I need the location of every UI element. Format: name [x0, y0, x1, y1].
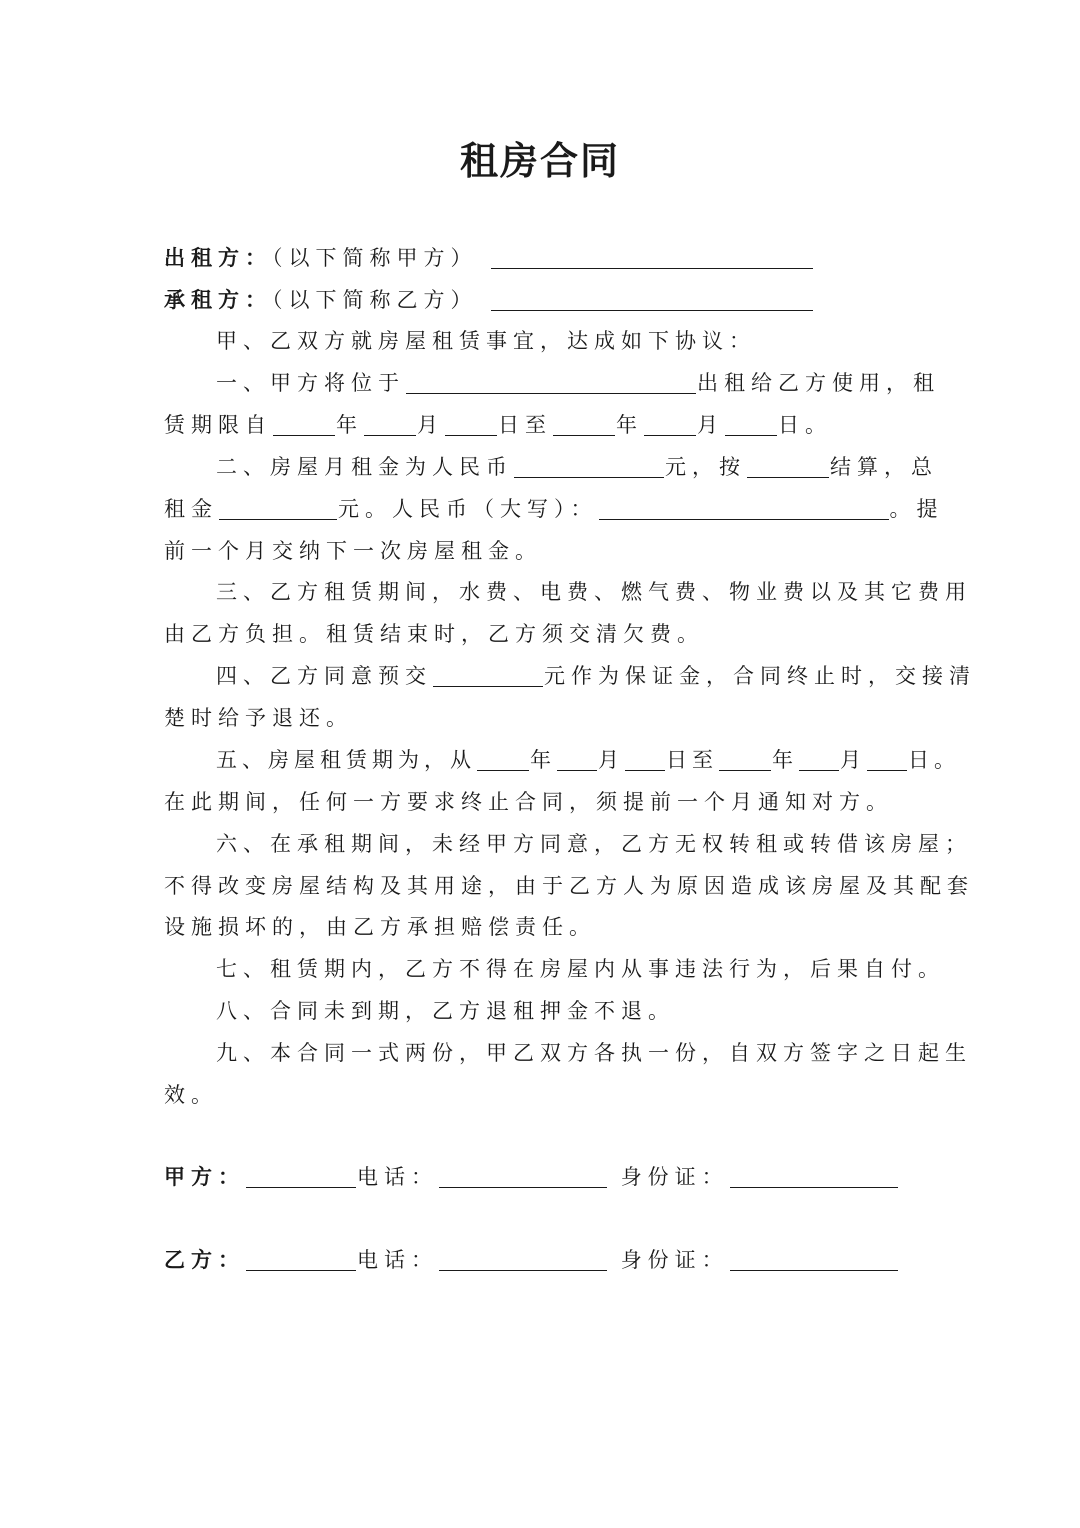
party-b-label: 乙方：: [164, 1247, 245, 1272]
day-to-label: 日至: [666, 748, 718, 772]
clause-4-line-2: 楚时给予退还。: [164, 706, 353, 730]
party-a-id-field[interactable]: [730, 1165, 898, 1188]
clause-6-line-2: 不得改变房屋结构及其用途，由于乙方人为原因造成该房屋及其配套: [164, 874, 974, 898]
clause-1-line-1: [216, 368, 940, 398]
end-year-field[interactable]: [553, 413, 615, 436]
clause-1-text-b: 出租给乙方使用，租: [697, 371, 940, 395]
clause-8: 八、合同未到期，乙方退租押金不退。: [216, 999, 675, 1023]
lessee-label: 承租方：: [164, 287, 272, 312]
month-label: 月: [598, 748, 624, 772]
clause-4-text-b: 元作为保证金，合同终止时，交接清: [544, 664, 976, 688]
property-address-field[interactable]: [406, 371, 696, 394]
day-to-label: 日至: [498, 413, 552, 437]
id-card-label: 身份证：: [620, 1165, 729, 1189]
term-end-year-field[interactable]: [719, 748, 771, 771]
lessee-name-field[interactable]: [491, 288, 813, 311]
lessor-label: 出租方：: [164, 245, 272, 270]
clause-6-line-1: 六、在承租期间，未经甲方同意，乙方无权转租或转借该房屋；: [216, 832, 972, 856]
term-start-year-field[interactable]: [477, 748, 529, 771]
clause-9-line-1: 九、本合同一式两份，甲乙双方各执一份，自双方签字之日起生: [216, 1041, 972, 1065]
clause-9-line-2: 效。: [164, 1083, 218, 1107]
clause-5-line-2: 在此期间，任何一方要求终止合同，须提前一个月通知对方。: [164, 790, 893, 814]
clause-2-line-3: 前一个月交纳下一次房屋租金。: [164, 539, 542, 563]
lessor-name-field[interactable]: [491, 246, 813, 269]
party-a-signature-line: [164, 1162, 916, 1192]
clause-3-line-1: 三、乙方租赁期间，水费、电费、燃气费、物业费以及其它费用: [216, 580, 972, 604]
clause-2-text-f: 。提: [889, 497, 944, 521]
end-month-field[interactable]: [644, 413, 696, 436]
lessee-line: [164, 285, 916, 315]
lessor-note: （以下简称甲方）: [272, 246, 478, 270]
year-label: 年: [336, 413, 363, 437]
lessee-note: （以下简称乙方）: [272, 288, 478, 312]
year-label: 年: [616, 413, 643, 437]
party-a-sign-field[interactable]: [246, 1165, 356, 1188]
clause-4-text-a: 四、乙方同意预交: [216, 664, 432, 688]
end-day-field[interactable]: [725, 413, 777, 436]
phone-label: 电话：: [357, 1248, 438, 1272]
start-month-field[interactable]: [364, 413, 416, 436]
month-label: 月: [697, 413, 724, 437]
lessor-line: [164, 243, 916, 273]
term-end-month-field[interactable]: [799, 748, 839, 771]
year-label: 年: [530, 748, 556, 772]
clause-3-line-2: 由乙方负担。租赁结束时，乙方须交清欠费。: [164, 622, 704, 646]
deposit-field[interactable]: [433, 664, 543, 687]
clause-6-line-3: 设施损坏的，由乙方承担赔偿责任。: [164, 915, 596, 939]
payment-cycle-field[interactable]: [747, 455, 829, 478]
party-b-id-field[interactable]: [730, 1248, 898, 1271]
party-a-phone-field[interactable]: [439, 1165, 607, 1188]
clause-2-text-b: 元，按: [665, 455, 746, 479]
total-rent-words-field[interactable]: [599, 497, 889, 520]
clause-5-line-1: [216, 745, 960, 775]
intro-text: 甲、乙双方就房屋租赁事宜，达成如下协议：: [216, 329, 756, 353]
total-rent-field[interactable]: [219, 497, 337, 520]
clause-2-line-1: [216, 452, 938, 482]
day-label: 日。: [908, 748, 960, 772]
clause-5-text-a: 五、房屋租赁期为，从: [216, 748, 476, 772]
clause-2-text-e: 元。人民币（大写）：: [338, 497, 598, 521]
clause-2-text-a: 二、房屋月租金为人民币: [216, 455, 513, 479]
start-year-field[interactable]: [273, 413, 335, 436]
month-label: 月: [840, 748, 866, 772]
month-label: 月: [417, 413, 444, 437]
clause-4-line-1: [216, 661, 976, 691]
party-b-phone-field[interactable]: [439, 1248, 607, 1271]
phone-label: 电话：: [357, 1165, 438, 1189]
clause-1-text-c: 赁期限自: [164, 413, 272, 437]
term-end-day-field[interactable]: [867, 748, 907, 771]
term-start-day-field[interactable]: [625, 748, 665, 771]
clause-1-line-2: [164, 410, 916, 440]
day-label: 日。: [778, 413, 832, 437]
monthly-rent-field[interactable]: [514, 455, 664, 478]
clause-1-text-a: 一、甲方将位于: [216, 371, 405, 395]
id-card-label: 身份证：: [620, 1248, 729, 1272]
term-start-month-field[interactable]: [557, 748, 597, 771]
year-label: 年: [772, 748, 798, 772]
clause-2-line-2: [164, 494, 944, 524]
start-day-field[interactable]: [445, 413, 497, 436]
clause-2-text-c: 结算，总: [830, 455, 938, 479]
party-b-signature-line: [164, 1245, 916, 1275]
clause-7: 七、租赁期内，乙方不得在房屋内从事违法行为，后果自付。: [216, 957, 945, 981]
clause-2-text-d: 租金: [164, 497, 218, 521]
page-title: 租房合同: [459, 139, 620, 183]
party-b-sign-field[interactable]: [246, 1248, 356, 1271]
party-a-label: 甲方：: [164, 1164, 245, 1189]
